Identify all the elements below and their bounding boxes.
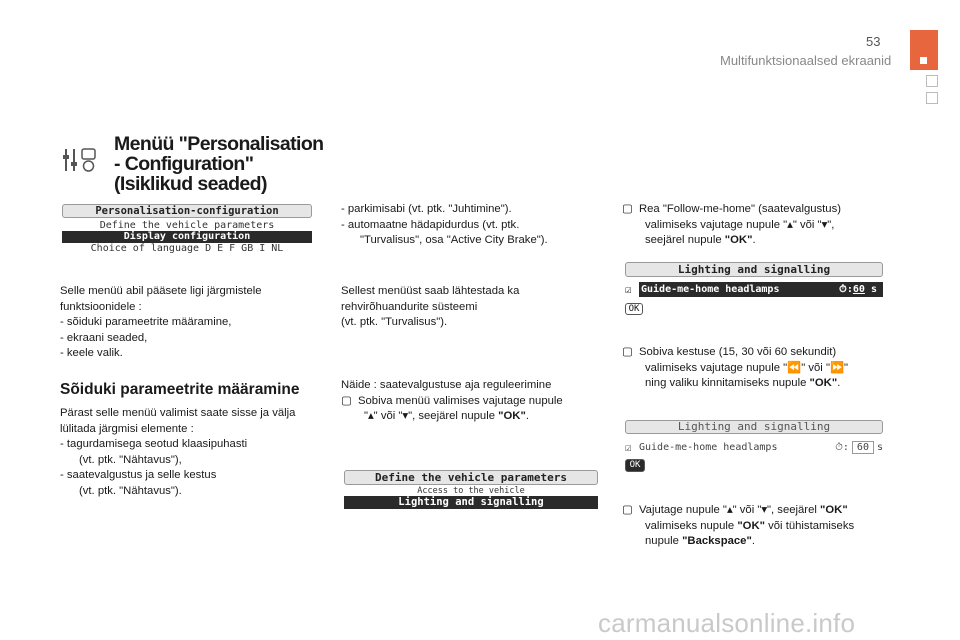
section-title: Multifunktsionaalsed ekraanid	[720, 53, 892, 68]
menu-item-define: Define the vehicle parameters	[99, 220, 275, 231]
bullet-icon: ▢	[622, 203, 633, 215]
col3-b3-line2: valimiseks nupule	[645, 519, 738, 532]
tab-box-2	[926, 92, 938, 104]
intro-line-1: Selle menüü abil pääsete ligi järgmistele	[60, 285, 262, 297]
intro-line-3: - sõiduki parameetrite määramine,	[60, 316, 232, 329]
timer-icon: ⏱	[839, 284, 847, 295]
body-line-2: lülitada järgmisi elemente :	[60, 422, 194, 435]
col3-b3-ok: "OK"	[820, 504, 848, 516]
screen3-row-label: Guide-me-home headlamps	[641, 284, 780, 295]
screen2-subitem: Access to the vehicle	[417, 486, 525, 496]
checkbox-checked-icon: ☑	[625, 283, 632, 296]
body-line-4: (vt. ptk. "Nähtavus"),	[79, 453, 182, 466]
screen4-value: 60	[852, 441, 874, 454]
screen2-selected: Lighting and signalling	[344, 496, 598, 509]
col3-b3-ok2: "OK"	[737, 519, 765, 532]
menu-item-language	[62, 243, 312, 254]
col3-b2-line2: valimiseks vajutage nupule "⏪" või "⏩"	[645, 361, 849, 374]
col3-b1-ok: "OK"	[724, 234, 753, 247]
screen-lighting-active	[625, 262, 883, 322]
language-flags: D E F GB I NL	[205, 243, 284, 254]
col2-list-2: - automaatne hädapidurdus (vt. ptk.	[341, 218, 520, 231]
screen3-ok: OK	[625, 303, 643, 315]
screen3-header: Lighting and signalling	[625, 262, 883, 277]
intro-line-4: - ekraani seaded,	[60, 331, 148, 344]
col3-b3-line3: nupule	[645, 535, 683, 548]
page-title: Menüü "Personalisation - Configuration" (Isiklikud seaded)	[114, 133, 324, 195]
bullet-icon: ▢	[622, 346, 633, 358]
checkbox-checked-icon: ☑	[625, 440, 632, 454]
col3-b1-line2: valimiseks vajutage nupule "▴" või "▾",	[645, 218, 835, 231]
bullet-icon: ▢	[341, 394, 352, 407]
example-line-1: Sobiva menüü valimises vajutage nupule	[357, 394, 563, 407]
screen3-unit: s	[870, 284, 877, 295]
col2-para-3: (vt. ptk. "Turvalisus").	[341, 316, 448, 329]
screen-vehicle-parameters	[344, 470, 598, 512]
body-line-3: - tagurdamisega seotud klaasipuhasti	[60, 438, 248, 451]
intro-line-5: - keele valik.	[60, 347, 123, 360]
col2-para-1: Sellest menüüst saab lähtestada ka	[341, 285, 520, 297]
body-line-6: (vt. ptk. "Nähtavus").	[79, 484, 182, 497]
screen2-header: Define the vehicle parameters	[344, 470, 598, 485]
col2-list-3: "Turvalisus", osa "Active City Brake").	[360, 234, 548, 247]
col3-b3-end: .	[751, 535, 755, 548]
page-number: 53	[866, 34, 881, 49]
col3-b1-end: .	[752, 234, 756, 247]
col3-b3-line1: Vajutage nupule "▴" või "▾", seejärel	[638, 504, 821, 516]
timer-icon: ⏱	[835, 441, 843, 453]
col3-b2-end: .	[837, 377, 841, 390]
intro-line-2: funktsioonidele :	[60, 300, 142, 313]
col2-para-2: rehvirõhuandurite süsteemi	[341, 300, 478, 313]
body-line-5: - saatevalgustus ja selle kestus	[60, 469, 217, 482]
ok-label: "OK"	[498, 410, 526, 423]
col3-b2-line1: Sobiva kestuse (15, 30 või 60 sekundit)	[638, 346, 837, 358]
body-line-1: Pärast selle menüü valimist saate sisse ja välja	[60, 407, 296, 419]
menu-item-display-selected: Display configuration	[62, 231, 312, 243]
screen-header: Personalisation-configuration	[62, 204, 312, 218]
col3-b1-line1: Rea "Follow-me-home" (saatevalgustus)	[638, 203, 841, 215]
col3-b1-line3: seejärel nupule	[645, 234, 725, 247]
screen4-ok-selected: OK	[625, 459, 645, 472]
screen4-unit: s	[876, 441, 883, 453]
section-tab	[910, 30, 938, 70]
example-line-2: "▴" või "▾", seejärel nupule	[364, 410, 499, 423]
language-label: Choice of language	[90, 243, 200, 254]
screen3-value: 60	[852, 284, 865, 295]
example-heading: Näide : saatevalgustuse aja reguleerimine	[341, 379, 552, 391]
col3-b2-ok: "OK"	[809, 377, 838, 390]
col2-list-1: - parkimisabi (vt. ptk. "Juhtimine").	[341, 203, 512, 215]
subheading: Sõiduki parameetrite määramine	[60, 381, 300, 398]
screen4-header: Lighting and signalling	[625, 420, 883, 434]
example-line-2-end: .	[525, 410, 529, 423]
backspace-label: "Backspace"	[682, 535, 752, 548]
tab-box-1	[926, 75, 938, 87]
tab-marker	[920, 57, 927, 64]
screen3-row: Guide-me-home headlamps ⏱:60 s	[639, 282, 883, 297]
col3-b2-line3: ning valiku kinnitamiseks nupule	[645, 377, 810, 390]
bullet-icon: ▢	[622, 504, 633, 516]
screen-personalisation	[62, 204, 312, 266]
screen-lighting-confirm: Lighting and signalling ☑ Guide-me-home headlamps ⏱ : 60 s OK	[625, 420, 883, 470]
col3-b3-line2-end: või tühistamiseks	[764, 519, 855, 532]
screen4-row: Guide-me-home headlamps	[639, 441, 778, 453]
settings-icon	[62, 145, 98, 175]
watermark: carmanualsonline.info	[598, 608, 856, 638]
